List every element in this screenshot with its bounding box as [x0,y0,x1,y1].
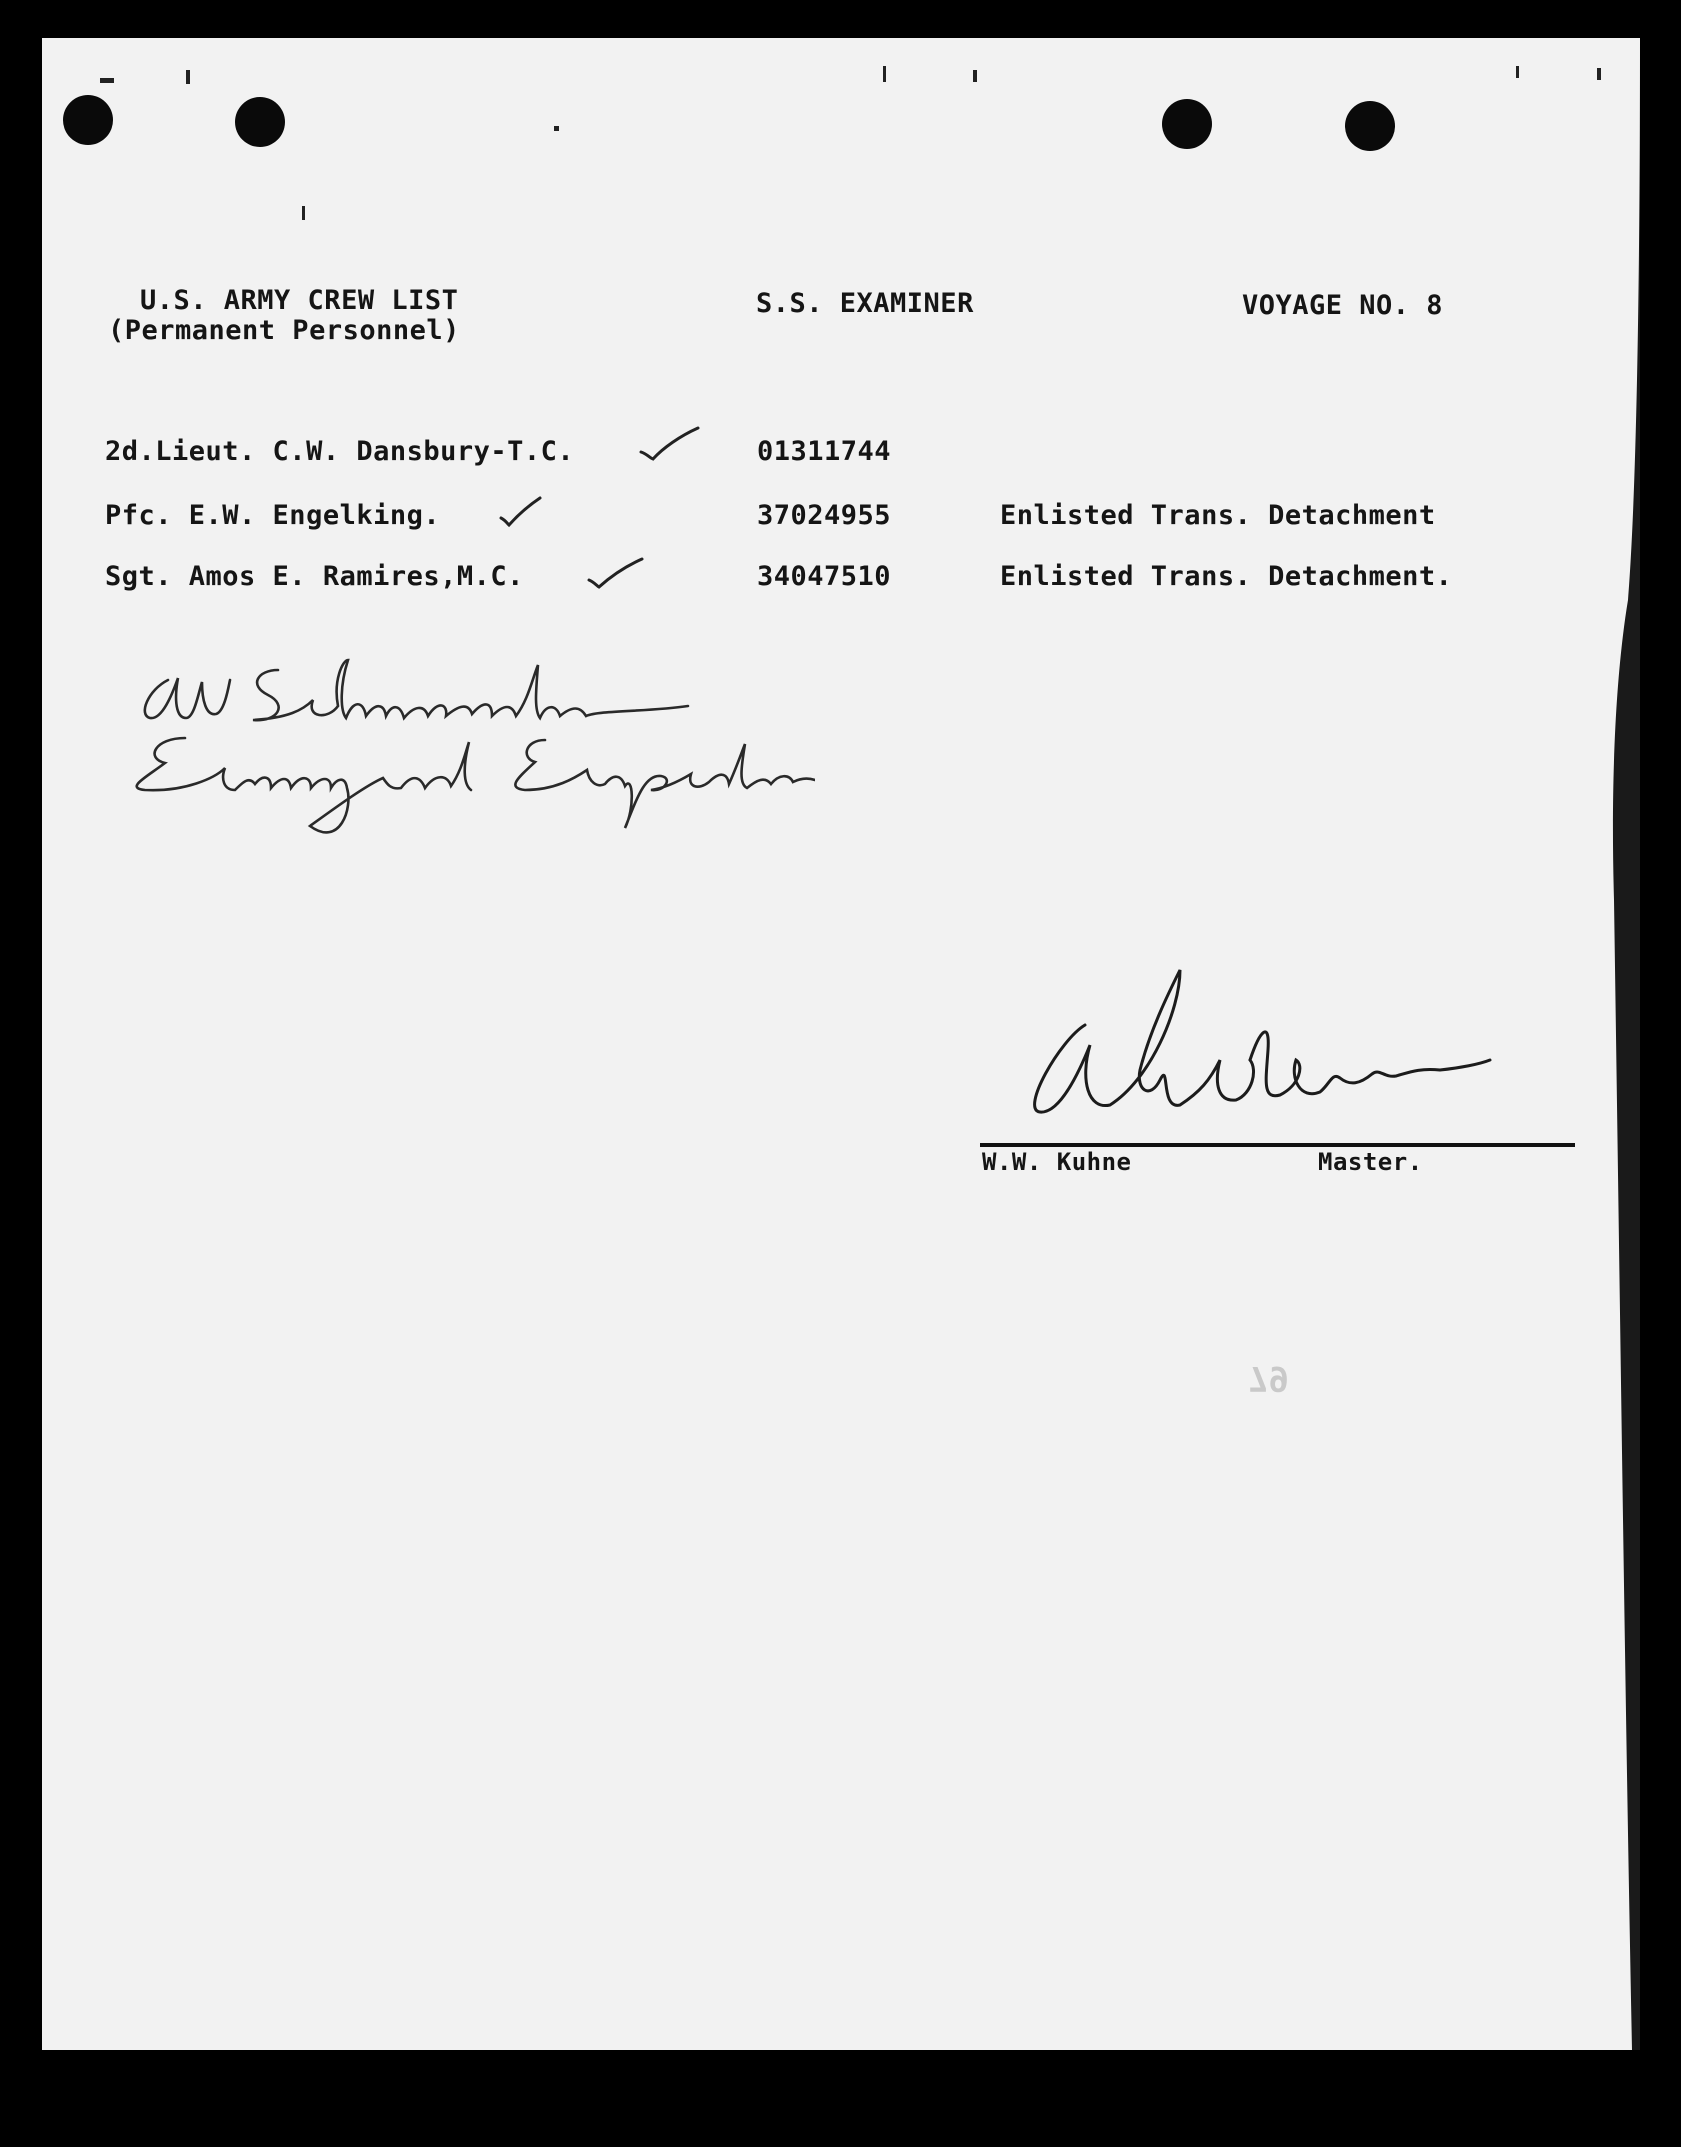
crew-list-subtitle: (Permanent Personnel) [108,315,460,346]
crew-name: 2d.Lieut. C.W. Dansbury-T.C. [105,436,575,467]
ink-speck [973,70,977,82]
inspector-title-handwriting [125,718,815,838]
check-mark [498,496,542,528]
crew-serial-number: 01311744 [757,436,892,467]
crew-name: Pfc. E.W. Engelking. [105,500,441,531]
ink-speck [1516,66,1519,78]
crew-list-title: U.S. ARMY CREW LIST [140,285,459,316]
master-signature [1000,960,1500,1135]
crew-serial-number: 34047510 [757,561,892,592]
master-signature-line [980,1143,1575,1147]
crew-unit: Enlisted Trans. Detachment [1000,500,1436,531]
punch-hole [1345,101,1395,151]
ink-speck [186,70,190,84]
ink-speck [883,66,886,82]
check-mark [638,426,700,462]
check-mark [586,556,644,590]
crew-unit: Enlisted Trans. Detachment. [1000,561,1453,592]
ink-speck [302,206,305,220]
vessel-name: S.S. EXAMINER [756,288,974,319]
voyage-number: VOYAGE NO. 8 [1242,290,1444,321]
master-name: W.W. Kuhne [982,1148,1132,1176]
ink-speck [1597,68,1601,80]
ink-speck [554,126,559,131]
crew-name: Sgt. Amos E. Ramires,M.C. [105,561,524,592]
faint-page-number: 79 [1248,1358,1289,1398]
crew-serial-number: 37024955 [757,500,892,531]
punch-hole [63,95,113,145]
ink-speck [100,78,114,83]
punch-hole [235,97,285,147]
master-title: Master. [1318,1148,1423,1176]
punch-hole [1162,99,1212,149]
